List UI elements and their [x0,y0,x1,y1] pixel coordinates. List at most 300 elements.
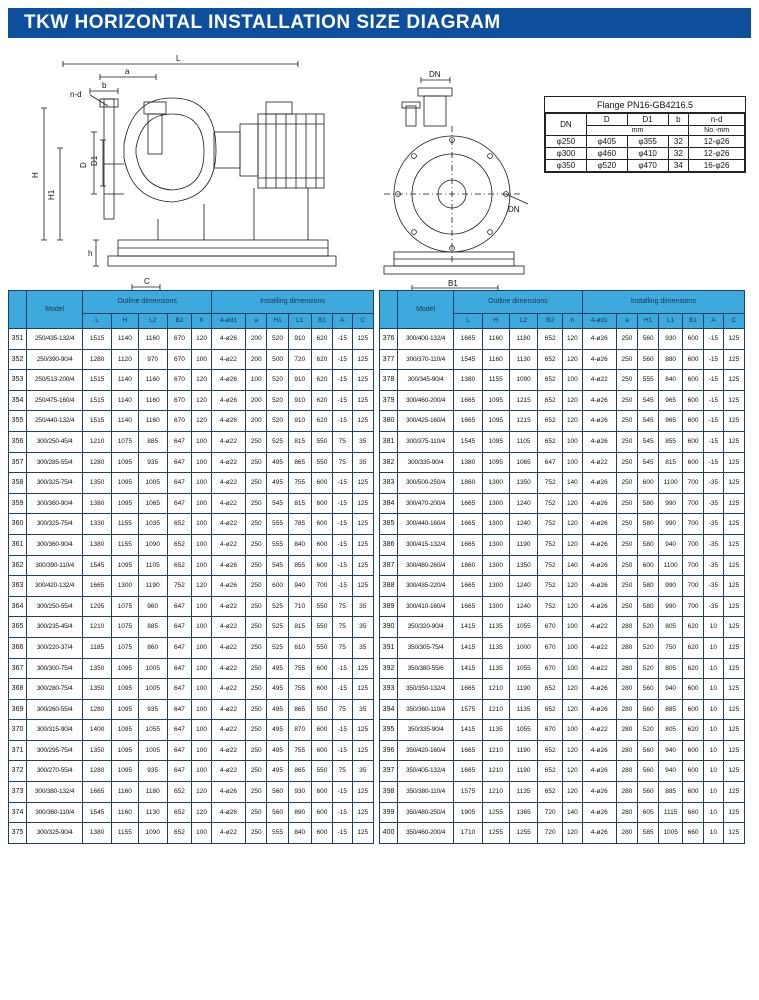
flange-cell: φ350 [546,160,587,172]
row-cell: 250 [246,782,267,803]
row-cell: 75 [333,761,352,782]
row-cell: 1330 [83,514,112,535]
row-cell: 840 [288,534,311,555]
row-index: 355 [9,411,27,432]
row-index: 377 [380,349,398,370]
row-cell: 1095 [111,740,138,761]
row-cell: 1665 [454,596,483,617]
col-b1: B1 [682,314,703,329]
row-cell: 580 [638,534,659,555]
row-cell: 647 [167,452,192,473]
row-cell: 910 [288,329,311,350]
table-row [380,452,745,473]
row-cell: 4-ø22 [211,720,245,741]
col-a: A [333,314,352,329]
row-cell: 1100 [659,555,683,576]
row-model: 350/350-132/4 [398,679,454,700]
row-cell: 4-ø26 [582,555,616,576]
row-cell: 4-ø26 [211,411,245,432]
row-index: 375 [9,823,27,844]
table-row [9,431,374,452]
row-index: 389 [380,596,398,617]
row-index: 398 [380,782,398,803]
row-model: 300/235-45/4 [27,617,83,638]
row-cell: 940 [659,679,683,700]
flange-unit-nod: No.-mm [689,126,745,136]
row-cell: 35 [352,699,374,720]
row-cell: 120 [563,534,583,555]
row-cell: 555 [267,514,288,535]
col-b2: B2 [538,314,563,329]
col-a: a [246,314,267,329]
row-cell: 1350 [509,555,538,576]
row-cell: 100 [192,761,212,782]
table-row [9,534,374,555]
row-cell: 1665 [454,679,483,700]
row-cell: 1005 [138,473,167,494]
row-cell: -15 [333,658,352,679]
row-cell: 1160 [138,390,167,411]
row-cell: 890 [288,802,311,823]
row-index: 390 [380,617,398,638]
row-cell: -15 [333,720,352,741]
row-cell: 600 [311,658,332,679]
row-index: 356 [9,431,27,452]
row-index: 359 [9,493,27,514]
row-cell: 1135 [509,782,538,803]
row-cell: 652 [538,740,563,761]
row-cell: 280 [616,802,637,823]
row-cell: 600 [311,823,332,844]
table-row [9,452,374,473]
row-cell: 1140 [111,329,138,350]
row-cell: 752 [538,555,563,576]
row-cell: 35 [352,452,374,473]
row-cell: 647 [167,740,192,761]
row-cell: 125 [352,679,374,700]
row-cell: 1210 [482,761,509,782]
row-cell: 125 [723,576,744,597]
row-cell: 600 [682,390,703,411]
row-cell: 1240 [509,596,538,617]
row-cell: 250 [246,699,267,720]
row-index: 376 [380,329,398,350]
row-cell: 250 [616,452,637,473]
row-cell: 10 [704,823,723,844]
col-h: H [482,314,509,329]
row-cell: 525 [267,596,288,617]
row-cell: 1545 [454,431,483,452]
row-cell: 10 [704,782,723,803]
row-cell: 580 [638,514,659,535]
row-cell: 1185 [83,637,112,658]
row-cell: -15 [704,329,723,350]
row-cell: 10 [704,761,723,782]
row-cell: 652 [167,802,192,823]
row-cell: 120 [563,596,583,617]
row-cell: 560 [638,329,659,350]
row-index: 387 [380,555,398,576]
row-cell: 990 [659,576,683,597]
table-row [9,370,374,391]
row-cell: -15 [333,555,352,576]
flange-col-b: b [668,114,689,126]
row-cell: 1300 [482,534,509,555]
row-cell: 752 [538,596,563,617]
table-row [9,637,374,658]
flange-cell: φ520 [586,160,627,172]
row-cell: 4-ø26 [582,823,616,844]
row-cell: 1210 [83,431,112,452]
row-model: 300/360-90/4 [27,493,83,514]
row-cell: 1665 [83,782,112,803]
row-cell: 1575 [454,782,483,803]
row-model: 300/425-160/4 [398,411,454,432]
row-cell: 1415 [454,720,483,741]
row-cell: 125 [723,349,744,370]
row-cell: 520 [267,411,288,432]
row-model: 250/390-90/4 [27,349,83,370]
row-cell: 935 [138,699,167,720]
row-model: 350/460-200/4 [398,823,454,844]
row-cell: 752 [538,493,563,514]
flange-cell: 16-φ26 [689,160,745,172]
row-cell: 1210 [482,699,509,720]
row-cell: 125 [352,493,374,514]
row-cell: 10 [704,802,723,823]
col-group-installing: Installing dimensions [211,291,373,314]
flange-col-dn: DN [546,114,587,136]
row-cell: -35 [704,596,723,617]
row-cell: 1120 [111,349,138,370]
row-cell: -15 [333,473,352,494]
row-cell: 120 [563,390,583,411]
row-cell: 652 [538,761,563,782]
row-cell: 652 [538,782,563,803]
table-row [9,329,374,350]
row-cell: 620 [311,390,332,411]
row-cell: 10 [704,617,723,638]
row-cell: -35 [704,514,723,535]
row-cell: 1665 [454,576,483,597]
row-cell: 120 [563,493,583,514]
row-cell: 1075 [111,431,138,452]
table-row [380,390,745,411]
row-index: 365 [9,617,27,638]
table-row [380,514,745,535]
row-cell: 1105 [138,555,167,576]
row-cell: 652 [167,823,192,844]
row-cell: 125 [352,370,374,391]
row-cell: -35 [704,555,723,576]
row-cell: 125 [723,431,744,452]
row-cell: 125 [352,782,374,803]
row-cell: 1095 [111,658,138,679]
row-cell: 1055 [509,720,538,741]
row-cell: 4-ø22 [582,658,616,679]
row-index: 379 [380,390,398,411]
row-cell: 647 [167,761,192,782]
table-row [380,782,745,803]
row-cell: 550 [311,699,332,720]
row-cell: 605 [638,802,659,823]
row-cell: 840 [659,370,683,391]
row-cell: 647 [167,658,192,679]
row-cell: 1665 [83,576,112,597]
row-cell: 125 [723,761,744,782]
row-cell: 4-ø26 [582,679,616,700]
row-cell: 1155 [111,534,138,555]
row-index: 394 [380,699,398,720]
row-model: 300/280-75/4 [27,679,83,700]
row-cell: 1240 [509,493,538,514]
row-cell: 752 [538,473,563,494]
row-cell: 125 [723,596,744,617]
row-cell: 125 [352,658,374,679]
row-cell: 280 [616,761,637,782]
row-index: 391 [380,637,398,658]
row-cell: 4-ø22 [582,617,616,638]
row-index: 354 [9,390,27,411]
table-row [380,576,745,597]
row-cell: 652 [538,431,563,452]
row-cell: 140 [563,802,583,823]
col-index [9,291,27,329]
row-cell: 120 [563,761,583,782]
svg-text:H: H [31,172,40,178]
row-cell: 1075 [111,637,138,658]
row-cell: 1095 [482,390,509,411]
row-cell: 1380 [83,534,112,555]
row-cell: 1210 [482,679,509,700]
row-cell: 860 [138,637,167,658]
row-cell: 1135 [509,699,538,720]
row-cell: 600 [682,699,703,720]
row-cell: 100 [563,658,583,679]
row-cell: 100 [563,637,583,658]
flange-cell: φ470 [627,160,668,172]
row-cell: 1095 [111,452,138,473]
row-cell: 885 [659,699,683,720]
row-cell: 647 [167,473,192,494]
row-cell: -15 [333,493,352,514]
col-h1: H1 [267,314,288,329]
row-cell: 1280 [83,699,112,720]
row-cell: 1090 [509,370,538,391]
row-cell: 495 [267,699,288,720]
row-index: 368 [9,679,27,700]
row-cell: 670 [167,411,192,432]
row-cell: 120 [563,699,583,720]
col-model: Model [398,291,454,329]
row-cell: 250 [246,823,267,844]
row-cell: 1155 [111,823,138,844]
col-l1: L1 [288,314,311,329]
table-row [9,555,374,576]
row-cell: 550 [311,452,332,473]
col-l1: L1 [659,314,683,329]
table-row [9,493,374,514]
col-group-installing: Installing dimensions [582,291,744,314]
row-cell: 600 [682,431,703,452]
row-cell: -15 [333,740,352,761]
row-cell: 280 [616,679,637,700]
row-cell: 75 [333,637,352,658]
row-cell: 35 [352,617,374,638]
row-model: 300/285-55/4 [27,452,83,473]
row-cell: 1215 [509,390,538,411]
table-row [380,349,745,370]
row-model: 350/420-160/4 [398,740,454,761]
row-cell: -15 [704,431,723,452]
table-row [9,761,374,782]
table-body-left [9,329,374,844]
row-index: 383 [380,473,398,494]
row-cell: 620 [311,329,332,350]
row-cell: 120 [563,411,583,432]
row-cell: 525 [267,431,288,452]
flange-cell: 12-φ26 [689,148,745,160]
row-index: 384 [380,493,398,514]
table-row [9,740,374,761]
table-row [9,720,374,741]
row-cell: 1095 [482,411,509,432]
row-cell: 1160 [138,411,167,432]
row-cell: 280 [616,637,637,658]
row-cell: 670 [167,329,192,350]
row-cell: 600 [311,802,332,823]
row-cell: 600 [682,761,703,782]
table-row [380,370,745,391]
row-cell: 1055 [509,658,538,679]
row-cell: 1545 [83,555,112,576]
svg-text:h: h [88,249,93,258]
svg-text:D: D [79,162,88,168]
row-cell: 600 [311,493,332,514]
row-cell: 805 [659,720,683,741]
row-model: 300/460-200/4 [398,390,454,411]
row-model: 300/410-160/4 [398,596,454,617]
row-cell: 125 [723,555,744,576]
row-cell: 120 [563,823,583,844]
row-cell: 1130 [138,802,167,823]
row-cell: 600 [311,782,332,803]
row-cell: 560 [638,679,659,700]
row-index: 400 [380,823,398,844]
row-cell: 720 [288,349,311,370]
row-cell: 200 [246,349,267,370]
row-cell: 125 [723,679,744,700]
row-cell: 250 [616,349,637,370]
row-cell: 600 [682,411,703,432]
row-cell: 620 [682,720,703,741]
row-cell: 250 [246,679,267,700]
row-index: 361 [9,534,27,555]
row-cell: 120 [192,329,212,350]
col-c: C [723,314,744,329]
flange-cell: φ300 [546,148,587,160]
flange-row [546,160,745,172]
row-cell: 200 [246,411,267,432]
svg-text:a: a [125,67,130,76]
row-cell: 1190 [509,679,538,700]
row-model: 300/380-132/4 [27,782,83,803]
row-cell: 125 [352,802,374,823]
row-cell: 885 [138,617,167,638]
row-cell: 1180 [509,329,538,350]
row-cell: 652 [167,534,192,555]
row-cell: 545 [267,493,288,514]
row-cell: -15 [333,823,352,844]
row-cell: 125 [723,411,744,432]
row-cell: 652 [167,782,192,803]
row-cell: -35 [704,576,723,597]
row-cell: 4-ø26 [211,802,245,823]
col-b2: B2 [167,314,192,329]
row-cell: 200 [246,329,267,350]
row-cell: 560 [638,740,659,761]
row-cell: 100 [192,740,212,761]
row-cell: 550 [311,761,332,782]
row-cell: 125 [723,782,744,803]
row-cell: 4-ø22 [211,679,245,700]
table-row [9,473,374,494]
row-cell: 495 [267,740,288,761]
row-cell: 140 [563,555,583,576]
flange-cell: φ410 [627,148,668,160]
row-cell: 120 [192,782,212,803]
row-cell: 652 [538,370,563,391]
row-cell: 100 [192,514,212,535]
row-cell: -15 [333,534,352,555]
row-index: 360 [9,514,27,535]
row-cell: 600 [311,534,332,555]
row-cell: 652 [538,679,563,700]
row-cell: 560 [638,349,659,370]
row-model: 350/320-90/4 [398,617,454,638]
row-cell: 1415 [454,658,483,679]
row-cell: 4-ø26 [582,699,616,720]
row-cell: 120 [563,514,583,535]
row-cell: 525 [267,637,288,658]
row-cell: 885 [138,431,167,452]
row-cell: 660 [682,823,703,844]
row-model: 300/325-90/4 [27,823,83,844]
row-cell: 647 [167,699,192,720]
row-cell: 250 [246,740,267,761]
row-cell: 100 [192,679,212,700]
table-row [9,802,374,823]
row-cell: 500 [267,349,288,370]
row-cell: 670 [167,370,192,391]
row-cell: 960 [138,596,167,617]
row-cell: 1665 [454,493,483,514]
row-cell: 1095 [111,493,138,514]
row-cell: 4-ø22 [211,658,245,679]
row-model: 300/250-45/4 [27,431,83,452]
row-cell: 1665 [454,761,483,782]
row-cell: 100 [192,699,212,720]
row-cell: 100 [563,431,583,452]
row-cell: 4-ø22 [211,617,245,638]
row-model: 300/470-200/4 [398,493,454,514]
row-cell: 935 [138,452,167,473]
row-cell: 1210 [482,782,509,803]
row-index: 372 [9,761,27,782]
row-cell: 865 [288,452,311,473]
col-group-outline: Outline dimensions [454,291,582,314]
row-cell: 620 [682,658,703,679]
